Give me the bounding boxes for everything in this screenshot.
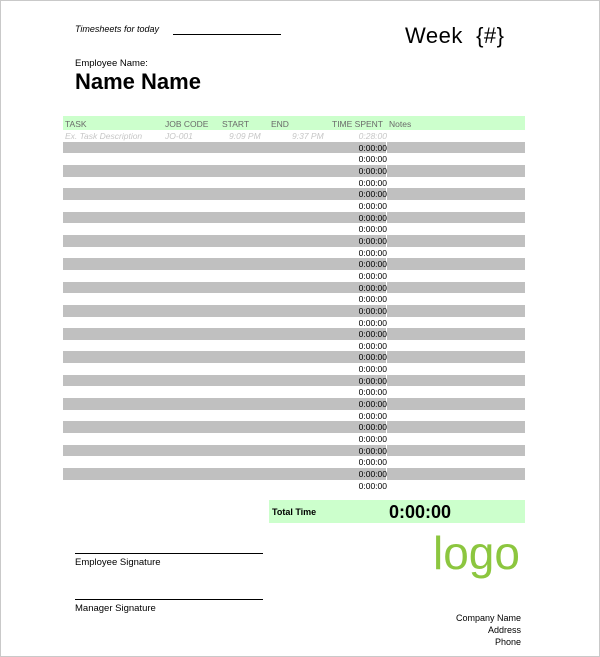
employee-name: Name Name	[75, 69, 201, 94]
time-spent-cell: 0:00:00	[358, 317, 387, 328]
week-title: Week {#}	[405, 23, 505, 48]
notes-cell[interactable]	[387, 363, 525, 375]
column-header-notes: Notes	[389, 119, 412, 129]
table-row[interactable]	[63, 153, 525, 165]
time-spent-cell: 0:00:00	[358, 224, 387, 235]
timesheet-table	[63, 116, 525, 491]
table-header	[63, 116, 525, 130]
time-spent-cell: 0:00:00	[358, 154, 387, 165]
table-row[interactable]	[63, 235, 525, 247]
table-row[interactable]	[63, 363, 525, 375]
notes-cell[interactable]	[387, 480, 525, 492]
time-spent-cell: 0:00:00	[358, 212, 387, 223]
company-logo	[433, 529, 529, 591]
table-row[interactable]	[63, 293, 525, 305]
time-spent-cell: 0:00:00	[358, 352, 387, 363]
notes-cell[interactable]	[387, 386, 525, 398]
table-row[interactable]	[63, 456, 525, 468]
time-spent-cell: 0:00:00	[358, 422, 387, 433]
example-job-code: JO-001	[165, 131, 193, 141]
time-spent-cell: 0:00:00	[358, 142, 387, 153]
table-row[interactable]	[63, 421, 525, 433]
time-spent-cell: 0:00:00	[358, 270, 387, 281]
time-spent-cell: 0:00:00	[358, 247, 387, 258]
table-row[interactable]	[63, 317, 525, 329]
time-spent-cell: 0:00:00	[358, 434, 387, 445]
table-row[interactable]	[63, 212, 525, 224]
column-header-job-code: JOB CODE	[165, 119, 209, 129]
notes-cell[interactable]	[387, 468, 525, 480]
table-row[interactable]	[63, 375, 525, 387]
time-spent-cell: 0:00:00	[358, 364, 387, 375]
table-row[interactable]	[63, 398, 525, 410]
time-spent-cell: 0:00:00	[358, 445, 387, 456]
total-time-box	[269, 500, 525, 523]
notes-cell[interactable]	[387, 317, 525, 329]
table-row[interactable]	[63, 142, 525, 154]
table-row[interactable]	[63, 351, 525, 363]
time-spent-cell: 0:00:00	[358, 235, 387, 246]
table-row[interactable]	[63, 445, 525, 457]
notes-cell[interactable]	[387, 235, 525, 247]
time-spent-cell: 0:00:00	[358, 305, 387, 316]
time-spent-cell: 0:00:00	[358, 399, 387, 410]
table-row[interactable]	[63, 270, 525, 282]
notes-cell[interactable]	[387, 445, 525, 457]
notes-cell[interactable]	[387, 200, 525, 212]
table-row[interactable]	[63, 165, 525, 177]
notes-cell[interactable]	[387, 328, 525, 340]
notes-cell[interactable]	[387, 293, 525, 305]
time-spent-cell: 0:00:00	[358, 340, 387, 351]
table-row[interactable]	[63, 258, 525, 270]
table-body	[63, 130, 525, 491]
notes-cell[interactable]	[387, 247, 525, 259]
time-spent-cell: 0:00:00	[358, 387, 387, 398]
logo-text: logo	[433, 529, 520, 579]
table-row[interactable]	[63, 200, 525, 212]
table-row[interactable]	[63, 340, 525, 352]
example-end: 9:37 PM	[292, 131, 324, 141]
table-row[interactable]	[63, 177, 525, 189]
notes-cell[interactable]	[387, 421, 525, 433]
notes-cell[interactable]	[387, 398, 525, 410]
table-row[interactable]	[63, 328, 525, 340]
notes-cell[interactable]	[387, 433, 525, 445]
time-spent-cell: 0:00:00	[358, 165, 387, 176]
time-spent-cell: 0:00:00	[358, 410, 387, 421]
notes-cell[interactable]	[387, 375, 525, 387]
table-row[interactable]	[63, 305, 525, 317]
manager-signature-line[interactable]	[75, 599, 263, 600]
table-row[interactable]	[63, 480, 525, 492]
manager-signature-label: Manager Signature	[75, 603, 156, 614]
time-spent-cell: 0:00:00	[358, 294, 387, 305]
date-entry-line[interactable]	[173, 34, 281, 35]
notes-cell[interactable]	[387, 282, 525, 294]
example-start: 9:09 PM	[229, 131, 261, 141]
time-spent-cell: 0:00:00	[358, 457, 387, 468]
column-header-start: START	[222, 119, 250, 129]
notes-cell[interactable]	[387, 410, 525, 422]
employee-name-label: Employee Name:	[75, 58, 148, 69]
employee-signature-label: Employee Signature	[75, 557, 161, 568]
table-row[interactable]	[63, 188, 525, 200]
notes-cell[interactable]	[387, 212, 525, 224]
table-row[interactable]	[63, 223, 525, 235]
time-spent-cell: 0:00:00	[358, 329, 387, 340]
table-row[interactable]	[63, 282, 525, 294]
table-row[interactable]	[63, 433, 525, 445]
notes-cell[interactable]	[387, 223, 525, 235]
employee-signature-line[interactable]	[75, 553, 263, 554]
total-time-label: Total Time	[272, 507, 317, 517]
notes-cell[interactable]	[387, 340, 525, 352]
table-row[interactable]	[63, 247, 525, 259]
time-spent-cell: 0:00:00	[358, 469, 387, 480]
notes-cell[interactable]	[387, 188, 525, 200]
timesheet-date-label: Timesheets for today	[75, 24, 159, 34]
column-header-time-spent: TIME SPENT	[332, 119, 384, 129]
company-name: Company Name	[455, 613, 521, 623]
column-header-end: END	[271, 119, 289, 129]
notes-cell[interactable]	[387, 270, 525, 282]
example-time-spent: 0:28:00	[358, 131, 387, 141]
company-address: Address	[487, 625, 521, 635]
time-spent-cell: 0:00:00	[358, 282, 387, 293]
time-spent-cell: 0:00:00	[358, 200, 387, 211]
table-row[interactable]	[63, 410, 525, 422]
time-spent-cell: 0:00:00	[358, 177, 387, 188]
notes-cell[interactable]	[387, 153, 525, 165]
notes-cell[interactable]	[387, 165, 525, 177]
company-phone: Phone	[494, 637, 521, 647]
table-row[interactable]	[63, 468, 525, 480]
notes-cell[interactable]	[387, 142, 525, 154]
notes-cell[interactable]	[387, 305, 525, 317]
example-task: Ex. Task Description	[65, 131, 143, 141]
total-time-value: 0:00:00	[389, 502, 452, 522]
time-spent-cell: 0:00:00	[358, 259, 387, 270]
notes-cell[interactable]	[387, 258, 525, 270]
time-spent-cell: 0:00:00	[358, 189, 387, 200]
time-spent-cell: 0:00:00	[358, 480, 387, 491]
notes-cell[interactable]	[387, 456, 525, 468]
table-row[interactable]	[63, 386, 525, 398]
example-row[interactable]	[63, 130, 525, 142]
column-header-task: TASK	[65, 119, 87, 129]
notes-cell[interactable]	[387, 351, 525, 363]
time-spent-cell: 0:00:00	[358, 375, 387, 386]
notes-cell[interactable]	[387, 177, 525, 189]
